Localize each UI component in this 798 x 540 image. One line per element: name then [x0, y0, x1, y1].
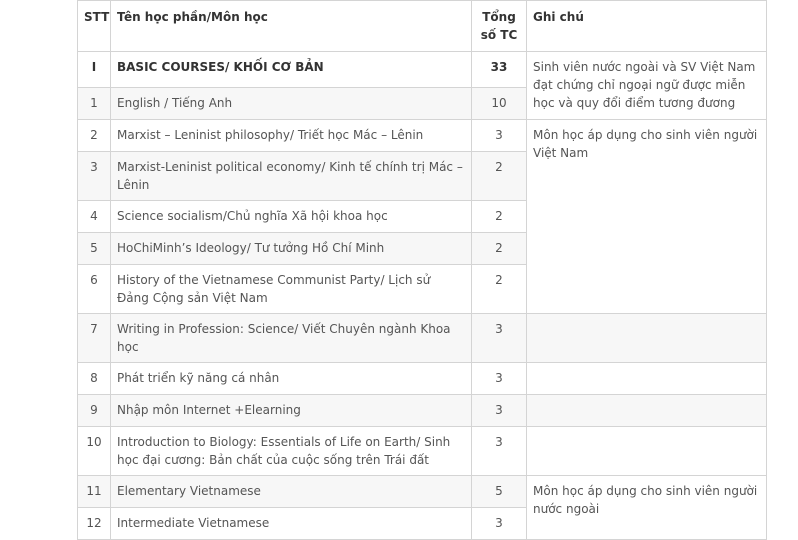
cell-course-name: Introduction to Biology: Essentials of Life on Earth/ Sinh học đại cương: Bản chất của cuộc sống trên Trái đất — [111, 427, 472, 476]
cell-note-empty — [527, 363, 767, 395]
table-row — [78, 363, 767, 395]
cell-course-name: Elementary Vietnamese — [111, 476, 472, 508]
cell-credits: 3 — [472, 508, 527, 540]
cell-course-name: HoChiMinh’s Ideology/ Tư tưởng Hồ Chí Minh — [111, 233, 472, 265]
cell-stt: 1 — [78, 88, 111, 120]
cell-credits: 3 — [472, 395, 527, 427]
cell-course-name: English / Tiếng Anh — [111, 88, 472, 120]
header-credits-line2: số TC — [480, 28, 518, 42]
cell-course-name: Science socialism/Chủ nghĩa Xã hội khoa học — [111, 201, 472, 233]
curriculum-table — [77, 0, 767, 540]
table-row — [78, 52, 767, 88]
cell-stt: 3 — [78, 152, 111, 201]
cell-stt: 10 — [78, 427, 111, 476]
table-row — [78, 395, 767, 427]
cell-stt: 12 — [78, 508, 111, 540]
table-row — [78, 427, 767, 476]
table-row — [78, 476, 767, 508]
table-row — [78, 120, 767, 152]
cell-course-name: Intermediate Vietnamese — [111, 508, 472, 540]
cell-stt: 8 — [78, 363, 111, 395]
cell-stt: 2 — [78, 120, 111, 152]
header-credits-line1: Tổng — [482, 10, 516, 24]
cell-stt: 4 — [78, 201, 111, 233]
cell-course-name: Writing in Profession: Science/ Viết Chuyên ngành Khoa học — [111, 314, 472, 363]
cell-note: Môn học áp dụng cho sinh viên người nước ngoài — [527, 476, 767, 540]
cell-stt: 9 — [78, 395, 111, 427]
cell-course-name: Phát triển kỹ năng cá nhân — [111, 363, 472, 395]
cell-credits: 2 — [472, 201, 527, 233]
cell-stt: 5 — [78, 233, 111, 265]
cell-credits: 3 — [472, 427, 527, 476]
header-course-name: Tên học phần/Môn học — [111, 1, 472, 52]
cell-note-empty — [527, 427, 767, 476]
cell-course-name: BASIC COURSES/ KHỐI CƠ BẢN — [111, 52, 472, 88]
cell-note: Sinh viên nước ngoài và SV Việt Nam đạt chứng chỉ ngoại ngữ được miễn học và quy đổi điểm tương đương — [527, 52, 767, 120]
cell-note: Môn học áp dụng cho sinh viên người Việt Nam — [527, 120, 767, 314]
cell-note-empty — [527, 395, 767, 427]
cell-course-name: History of the Vietnamese Communist Party/ Lịch sử Đảng Cộng sản Việt Nam — [111, 265, 472, 314]
cell-note-empty — [527, 314, 767, 363]
header-stt: STT — [78, 1, 111, 52]
cell-stt: 11 — [78, 476, 111, 508]
cell-credits: 10 — [472, 88, 527, 120]
cell-course-name: Marxist-Leninist political economy/ Kinh tế chính trị Mác – Lênin — [111, 152, 472, 201]
cell-credits: 3 — [472, 314, 527, 363]
cell-credits: 2 — [472, 152, 527, 201]
cell-course-name: Marxist – Leninist philosophy/ Triết học Mác – Lênin — [111, 120, 472, 152]
cell-credits: 5 — [472, 476, 527, 508]
cell-credits: 3 — [472, 120, 527, 152]
header-note: Ghi chú — [527, 1, 767, 52]
table-header-row — [78, 1, 767, 52]
cell-stt: 6 — [78, 265, 111, 314]
cell-credits: 33 — [472, 52, 527, 88]
header-credits — [472, 1, 527, 52]
cell-stt: 7 — [78, 314, 111, 363]
cell-credits: 3 — [472, 363, 527, 395]
table-row — [78, 314, 767, 363]
cell-course-name: Nhập môn Internet +Elearning — [111, 395, 472, 427]
cell-credits: 2 — [472, 265, 527, 314]
cell-credits: 2 — [472, 233, 527, 265]
cell-stt: I — [78, 52, 111, 88]
